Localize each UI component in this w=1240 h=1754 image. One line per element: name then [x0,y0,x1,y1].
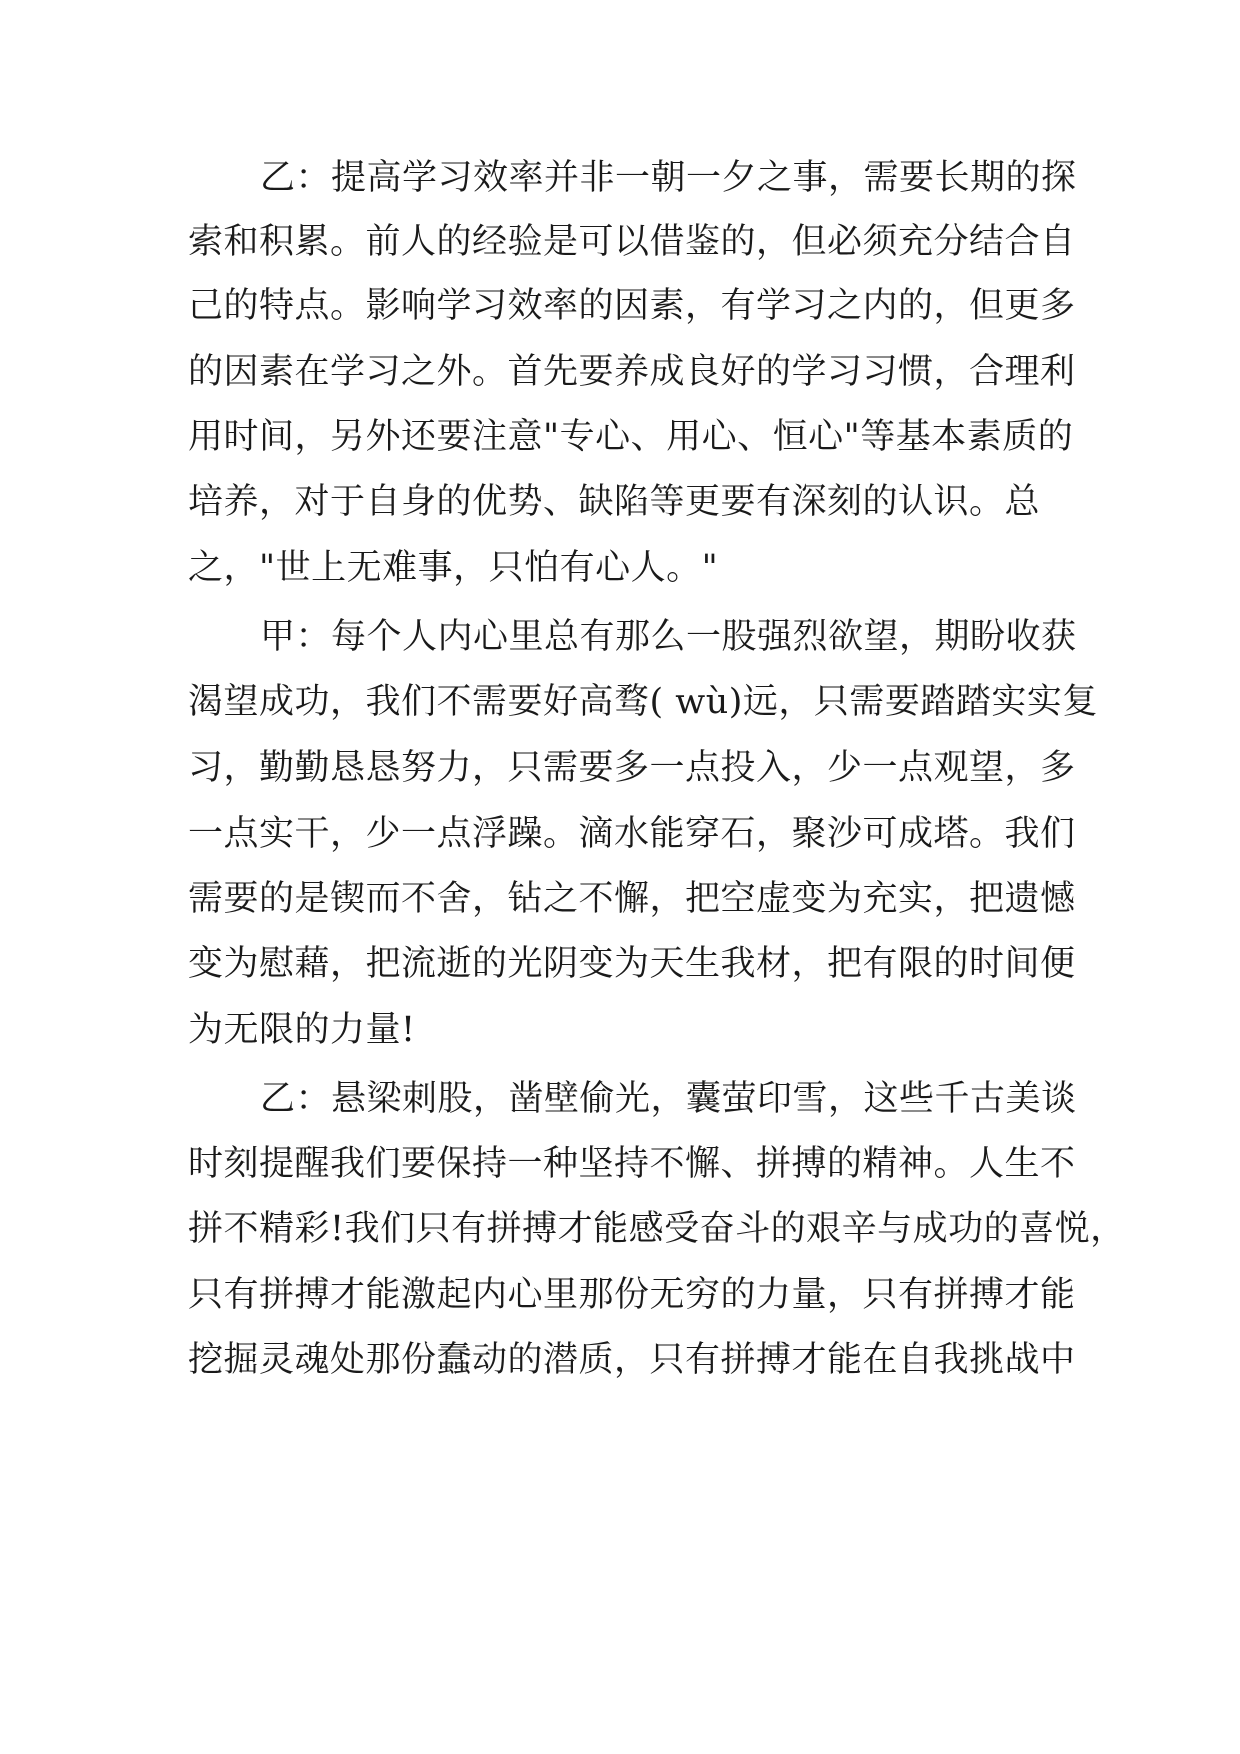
paragraph-2-line-4: 一点实干，少一点浮躁。滴水能穿石，聚沙可成塔。我们 [188,814,1076,854]
paragraph-1-line-5: 用时间，另外还要注意"专心、用心、恒心"等基本素质的 [188,417,1074,457]
paragraph-2-line-3: 习，勤勤恳恳努力，只需要多一点投入，少一点观望，多 [188,748,1076,788]
paragraph-3-line-5: 挖掘灵魂处那份蠢动的潜质，只有拼搏才能在自我挑战中 [188,1340,1076,1380]
paragraph-2-line-7: 为无限的力量! [188,1010,416,1050]
paragraph-1-line-2: 索和积累。前人的经验是可以借鉴的，但必须充分结合自 [188,222,1076,262]
paragraph-2-line-6: 变为慰藉，把流逝的光阴变为天生我材，把有限的时间便 [188,944,1076,984]
paragraph-2-line-1: 甲：每个人内心里总有那么一股强烈欲望，期盼收获 [260,617,1077,657]
paragraph-1-line-1: 乙：提高学习效率并非一朝一夕之事，需要长期的探 [260,158,1077,198]
paragraph-1-line-7: 之，"世上无难事，只怕有心人。" [188,548,719,588]
paragraph-1-line-3: 己的特点。影响学习效率的因素，有学习之内的，但更多 [188,286,1076,326]
paragraph-1-line-6: 培养，对于自身的优势、缺陷等更要有深刻的认识。总 [188,482,1041,522]
paragraph-2-line-2: 渴望成功，我们不需要好高骛( wù)远，只需要踏踏实实复 [188,682,1098,722]
paragraph-3-line-3: 拼不精彩!我们只有拼搏才能感受奋斗的艰辛与成功的喜悦， [188,1209,1126,1249]
paragraph-3-line-1: 乙：悬梁刺股，凿壁偷光，囊萤印雪，这些千古美谈 [260,1079,1077,1119]
paragraph-1-line-4: 的因素在学习之外。首先要养成良好的学习习惯，合理利 [188,352,1076,392]
paragraph-2-line-5: 需要的是锲而不舍，钻之不懈，把空虚变为充实，把遗憾 [188,879,1076,919]
paragraph-3-line-2: 时刻提醒我们要保持一种坚持不懈、拼搏的精神。人生不 [188,1144,1076,1184]
paragraph-3-line-4: 只有拼搏才能激起内心里那份无穷的力量，只有拼搏才能 [188,1275,1076,1315]
